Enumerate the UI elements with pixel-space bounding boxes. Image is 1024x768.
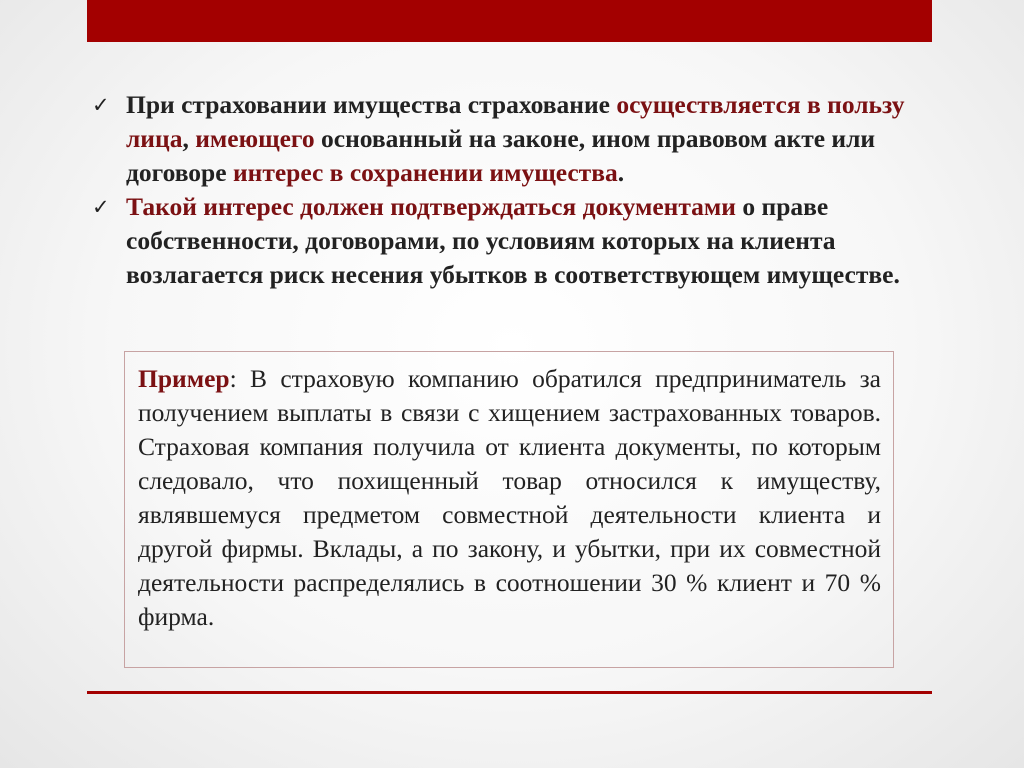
bottom-divider [87,691,932,694]
bullet-2-highlight: Такой интерес должен подтверждаться документами [126,192,736,221]
check-icon: ✓ [92,195,110,219]
example-box [124,351,894,668]
top-accent-bar [87,0,932,42]
example-colon: : [229,364,237,393]
bullet-1-highlight: имеющего [195,124,315,153]
bullet-1-segment: . [617,158,625,187]
bullet-1-segment: основанный на законе, ином правовом акте или договоре [126,124,876,187]
bullet-1-segment: , [182,124,196,153]
example-paragraph [138,362,881,634]
bullet-list [92,88,942,292]
bullet-1-segment: При страховании имущества страхование [126,90,617,119]
bullet-item-1 [92,88,942,190]
bullet-2-segment: о праве собственности, договорами, по условиям которых на клиента возлагается риск несения убытков в соответствующем имуществе. [126,192,900,289]
bullet-1-highlight: интерес в сохранении имущества [232,158,618,187]
check-icon: ✓ [92,93,110,117]
example-body: В страховую компанию обратился предприниматель за получением выплаты в связи с хищением застрахованных товаров. Страховая компания получила от клиента документы, по которым следовало, что похищенный товар относился к имуществу, являвшемуся предметом совместной деятельности клиента и другой фирмы. Вклады, а по закону, и убытки, при их совместной деятельности распределялись в соотношении 30 % клиент и 70 % фирма. [138,364,881,631]
example-label: Пример [138,364,230,393]
bullet-1-highlight: осуществляется в пользу лица [126,90,905,153]
bullet-item-2 [92,190,942,292]
